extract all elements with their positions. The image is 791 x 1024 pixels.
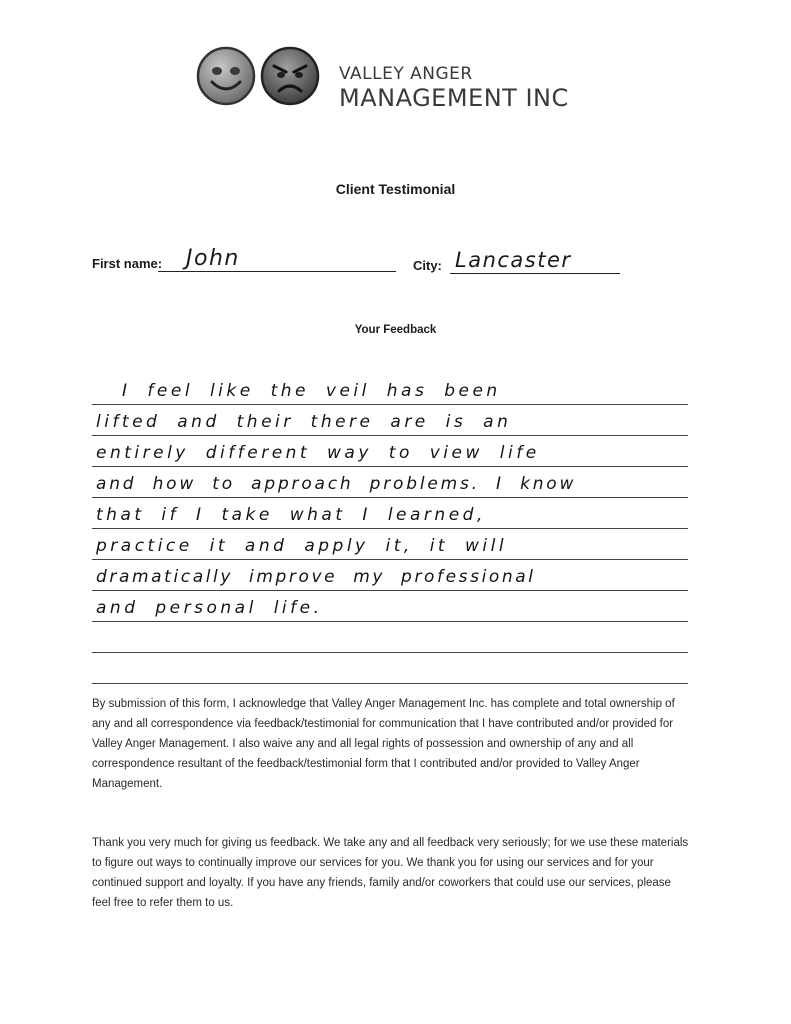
first-name-underline	[158, 271, 396, 272]
logo-text-line2: MANAGEMENT INC	[339, 84, 569, 112]
first-name-field[interactable]: John	[186, 246, 240, 271]
feedback-line-text: lifted and their there are is an	[96, 412, 512, 432]
feedback-line	[92, 405, 688, 436]
feedback-line	[92, 529, 688, 560]
feedback-line-text: dramatically improve my professional	[96, 567, 536, 587]
feedback-line-text: I feel like the veil has been	[122, 381, 501, 401]
feedback-line-text: practice it and apply it, it will	[96, 536, 508, 556]
city-label: City:	[413, 258, 442, 273]
feedback-line	[92, 467, 688, 498]
first-name-label: First name:	[92, 256, 163, 271]
feedback-line	[92, 591, 688, 622]
feedback-line	[92, 622, 688, 653]
happy-face-icon	[196, 46, 256, 106]
disclaimer-text: By submission of this form, I acknowledge that Valley Anger Management Inc. has complete and total ownership of any and all correspondence via feedback/testimonial for communication that I have contributed and/or provided for Valley Anger Management. I also waive any and all legal rights of possession and ownership of any and all correspondence resultant of the feedback/testimonial form that I contributed and/or provided to Valley Anger Management.	[92, 698, 675, 790]
feedback-text-area[interactable]	[92, 374, 688, 684]
feedback-line	[92, 374, 688, 405]
feedback-line-text: entirely different way to view life	[96, 443, 540, 463]
city-underline	[450, 273, 620, 274]
logo-text-line1: VALLEY ANGER	[339, 64, 473, 84]
feedback-line-text: and personal life.	[96, 598, 323, 618]
feedback-heading: Your Feedback	[354, 324, 437, 336]
company-logo	[196, 46, 616, 116]
feedback-line	[92, 560, 688, 591]
thank-you-text: Thank you very much for giving us feedback. We take any and all feedback very seriously; for we use these materials to figure out ways to continually improve our services for you. We thank you for using our services and for your continued support and loyalty. If you have any friends, family and/or coworkers that could use our services, please feel free to refer them to us.	[92, 837, 689, 909]
feedback-line-text: and how to approach problems. I know	[96, 474, 577, 494]
feedback-line	[92, 436, 688, 467]
feedback-line	[92, 498, 688, 529]
page-title: Client Testimonial	[335, 181, 456, 197]
angry-face-icon	[260, 46, 320, 106]
feedback-line-text: that if I take what I learned,	[96, 505, 486, 525]
feedback-line	[92, 653, 688, 684]
city-field[interactable]: Lancaster	[455, 248, 572, 272]
